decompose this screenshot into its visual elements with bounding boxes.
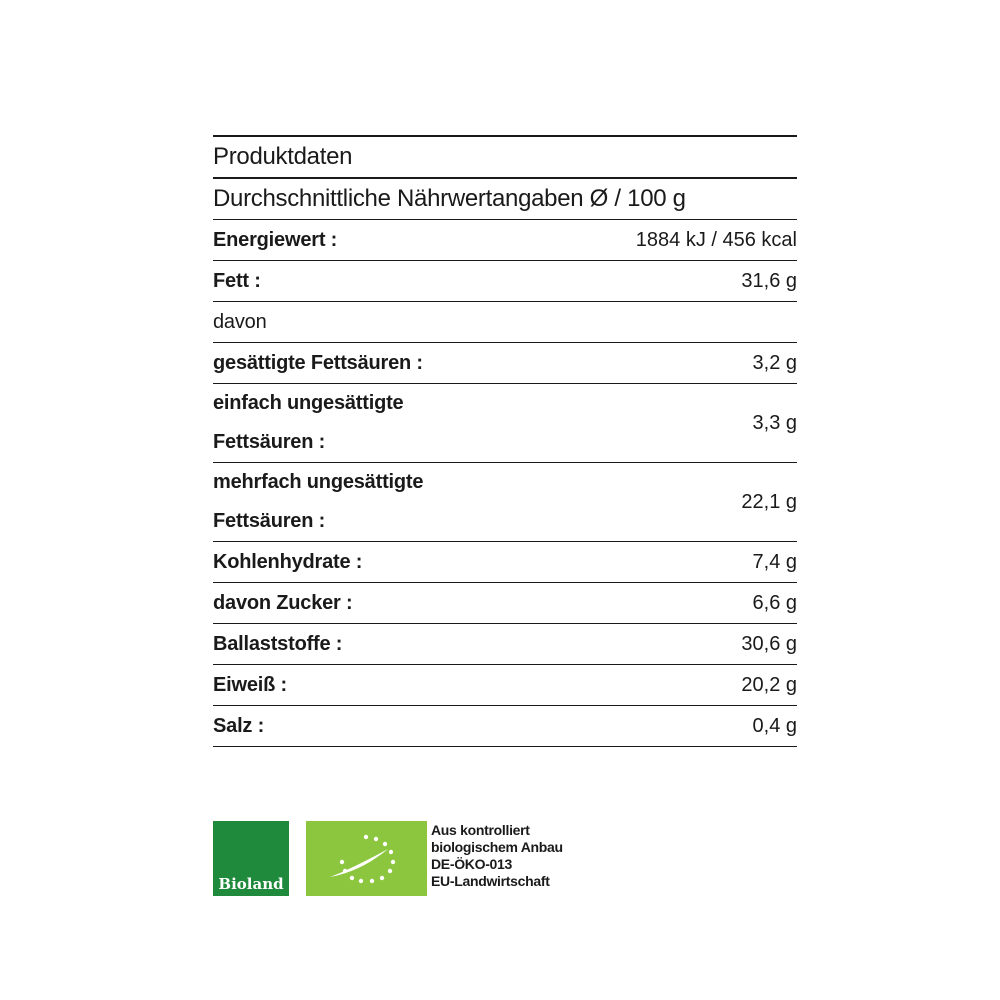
table-row (213, 463, 797, 542)
eu-text-line: DE-ÖKO-013 (431, 856, 513, 872)
row-label: gesättigte Fettsäuren : (213, 343, 473, 384)
nutrition-table (213, 220, 797, 747)
table-row (213, 220, 797, 261)
section-title: Produktdaten (213, 143, 353, 170)
row-label: mehrfach ungesättigte Fettsäuren : (213, 463, 473, 542)
row-value: 3,3 g (473, 384, 797, 463)
table-row (213, 302, 797, 343)
eu-text-line: EU-Landwirtschaft (431, 873, 550, 889)
table-row (213, 706, 797, 747)
row-value: 22,1 g (473, 463, 797, 542)
row-label: Energiewert : (213, 220, 473, 261)
eu-text-line: Aus kontrolliert (431, 822, 530, 838)
table-row (213, 343, 797, 384)
row-value: 20,2 g (473, 665, 797, 706)
row-label: Salz : (213, 706, 473, 747)
table-row (213, 542, 797, 583)
bioland-logo-text: Bioland (218, 875, 284, 893)
table-row (213, 665, 797, 706)
row-value: 6,6 g (473, 583, 797, 624)
table-heading: Durchschnittliche Nährwertangaben Ø / 100 g (213, 177, 797, 220)
row-label: davon (213, 302, 473, 343)
row-label: Fett : (213, 261, 473, 302)
row-value: 7,4 g (473, 542, 797, 583)
table-row (213, 624, 797, 665)
row-label: Ballaststoffe : (213, 624, 473, 665)
eu-organic-text (431, 822, 631, 890)
table-row (213, 583, 797, 624)
row-value: 31,6 g (473, 261, 797, 302)
row-label: einfach ungesättigte Fettsäuren : (213, 384, 473, 463)
row-value: 3,2 g (473, 343, 797, 384)
row-label: Eiweiß : (213, 665, 473, 706)
row-value: 30,6 g (473, 624, 797, 665)
bioland-logo (213, 821, 289, 896)
row-value (473, 302, 797, 343)
row-value: 1884 kJ / 456 kcal (473, 220, 797, 261)
eu-organic-leaf-icon (306, 821, 427, 896)
table-row (213, 384, 797, 463)
row-value: 0,4 g (473, 706, 797, 747)
table-row (213, 261, 797, 302)
nutrition-panel (213, 135, 797, 747)
row-label: Kohlenhydrate : (213, 542, 473, 583)
row-label: davon Zucker : (213, 583, 473, 624)
eu-text-line: biologischem Anbau (431, 839, 563, 855)
